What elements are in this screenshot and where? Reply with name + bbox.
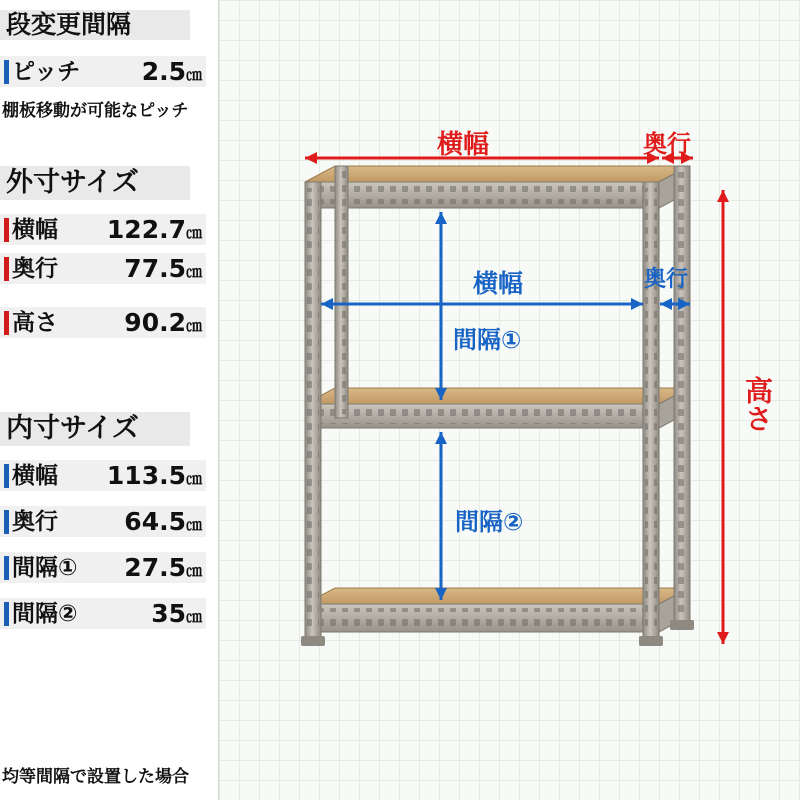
spec-value: 64.5㎝ xyxy=(124,507,202,536)
spec-value: 35㎝ xyxy=(151,599,202,628)
section-title-pitch: 段変更間隔 xyxy=(0,10,190,40)
section-title-inner: 内寸サイズ xyxy=(0,412,190,446)
label-outer-width: 横幅 xyxy=(437,130,490,160)
accent-bar xyxy=(4,257,9,281)
spec-value: 2.5㎝ xyxy=(141,57,202,86)
accent-bar xyxy=(4,218,9,242)
spec-row-pitch xyxy=(0,56,206,88)
spec-row-inner-depth xyxy=(0,506,206,538)
spec-label: 間隔① xyxy=(12,555,78,581)
pitch-note: 棚板移動が可能なピッチ xyxy=(2,101,189,121)
spec-value: 90.2㎝ xyxy=(124,308,202,337)
accent-bar xyxy=(4,311,9,335)
label-outer-height: 高さ xyxy=(741,376,774,432)
accent-bar xyxy=(4,60,9,84)
spec-label: 間隔② xyxy=(12,601,78,627)
spec-value: 113.5㎝ xyxy=(106,461,202,490)
accent-bar xyxy=(4,464,9,488)
section-title-outer: 外寸サイズ xyxy=(0,166,190,200)
label-inner-depth: 奥行 xyxy=(644,267,689,292)
spec-label: ピッチ xyxy=(12,59,81,85)
accent-bar xyxy=(4,510,9,534)
label-inner-width: 横幅 xyxy=(473,269,524,298)
spec-row-gap2 xyxy=(0,598,206,630)
spec-row-inner-width xyxy=(0,460,206,492)
spec-value: 27.5㎝ xyxy=(124,553,202,582)
spec-label: 奥行 xyxy=(12,256,58,282)
accent-bar xyxy=(4,556,9,580)
spec-label: 高さ xyxy=(12,310,58,336)
shelf-top xyxy=(305,166,689,208)
spec-value: 77.5㎝ xyxy=(124,254,202,283)
label-gap2: 間隔② xyxy=(455,508,524,536)
spec-label: 奥行 xyxy=(12,509,58,535)
shelf-middle xyxy=(305,388,689,428)
accent-bar xyxy=(4,602,9,626)
spec-value: 122.7㎝ xyxy=(106,215,202,244)
spec-row-outer-height xyxy=(0,307,206,339)
spec-label: 横幅 xyxy=(12,217,58,243)
spec-panel xyxy=(0,0,218,800)
spec-row-outer-width xyxy=(0,214,206,246)
label-gap1: 間隔① xyxy=(453,326,522,354)
shelving-illustration xyxy=(219,0,800,800)
spec-row-gap1 xyxy=(0,552,206,584)
shelf-bottom xyxy=(305,588,689,632)
drawing-canvas xyxy=(218,0,800,800)
label-outer-depth: 奥行 xyxy=(643,130,691,158)
spec-label: 横幅 xyxy=(12,463,58,489)
inner-note: 均等間隔で設置した場合 xyxy=(2,767,189,787)
spec-row-outer-depth xyxy=(0,253,206,285)
